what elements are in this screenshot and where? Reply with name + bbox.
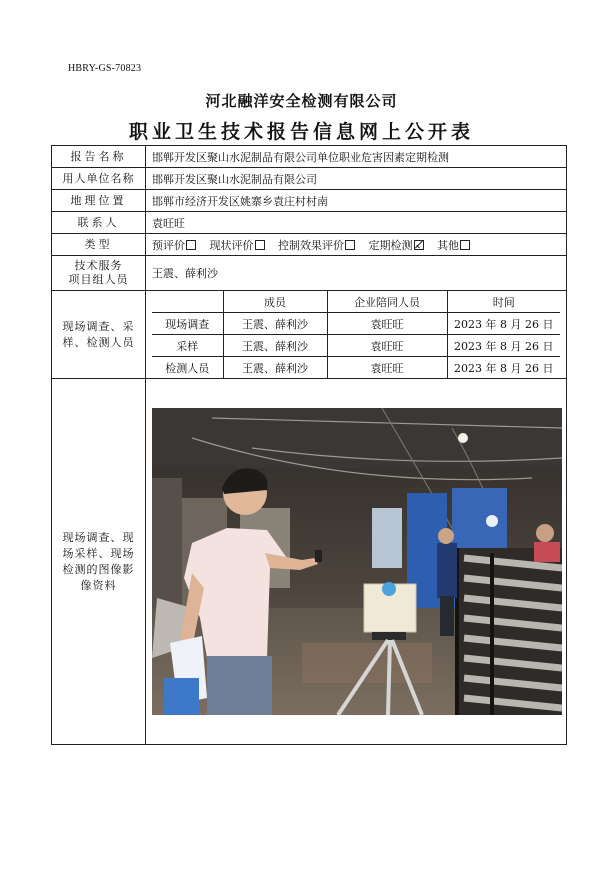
photo-label: 现场调查、现场采样、现场检测的图像影像资料	[52, 379, 146, 745]
checkbox-icon	[345, 240, 355, 250]
contact-value: 袁旺旺	[146, 212, 567, 234]
type-option-other	[437, 239, 470, 252]
survey-members: 王震、薛利沙	[223, 357, 327, 379]
form-title: 职业卫生技术报告信息网上公开表	[128, 121, 474, 143]
survey-date: 2023 年 8 月 26 日	[447, 335, 560, 357]
report-name-value: 邯郸开发区聚山水泥制品有限公司单位职业危害因素定期检测	[146, 146, 567, 168]
survey-date: 2023 年 8 月 26 日	[447, 313, 560, 335]
location-value: 邯郸市经济开发区姚寨乡袁庄村村南	[146, 190, 567, 212]
survey-row	[152, 335, 560, 357]
type-option-periodic-test	[369, 239, 424, 252]
team-label	[52, 256, 146, 291]
survey-role: 采样	[152, 335, 223, 357]
survey-companion: 袁旺旺	[327, 357, 447, 379]
type-option-label: 控制效果评价	[278, 238, 344, 252]
row-photo	[52, 379, 567, 745]
type-option-pre-evaluation	[152, 239, 196, 252]
site-photo	[152, 408, 562, 715]
checked-checkbox-icon	[414, 240, 424, 250]
type-option-status-evaluation	[210, 239, 265, 252]
survey-row	[152, 313, 560, 335]
survey-companion: 袁旺旺	[327, 335, 447, 357]
survey-table	[152, 291, 560, 378]
row-employer	[52, 168, 567, 190]
background-worker	[437, 528, 457, 636]
type-option-label: 定期检测	[368, 238, 413, 252]
survey-members: 王震、薛利沙	[223, 335, 327, 357]
type-option-label: 预评价	[152, 238, 185, 252]
survey-header-row	[152, 291, 560, 313]
type-option-label: 现状评价	[209, 238, 254, 252]
team-value: 王震、薛利沙	[146, 256, 567, 291]
checkbox-icon	[186, 240, 196, 250]
row-type	[52, 234, 567, 256]
survey-date: 2023 年 8 月 26 日	[447, 357, 560, 379]
survey-header-blank	[152, 291, 223, 313]
survey-members: 王震、薛利沙	[223, 313, 327, 335]
row-contact	[52, 212, 567, 234]
report-table	[51, 145, 567, 745]
row-location	[52, 190, 567, 212]
document-code: HBRY-GS-70823	[68, 63, 142, 74]
company-name: 河北融洋安全检测有限公司	[205, 92, 398, 110]
employer-value: 邯郸开发区聚山水泥制品有限公司	[146, 168, 567, 190]
survey-header-time: 时间	[447, 291, 560, 313]
checkbox-icon	[255, 240, 265, 250]
type-option-control-effect	[278, 239, 355, 252]
survey-row	[152, 357, 560, 379]
checkbox-icon	[460, 240, 470, 250]
employer-label: 用人单位名称	[52, 168, 146, 190]
stacked-tiles	[457, 548, 562, 715]
type-option-label: 其他	[437, 238, 459, 252]
report-name-label: 报告名称	[52, 146, 146, 168]
row-team	[52, 256, 567, 291]
survey-role: 现场调查	[152, 313, 223, 335]
survey-companion: 袁旺旺	[327, 313, 447, 335]
team-label-line1: 技术服务	[74, 259, 123, 272]
location-label: 地理位置	[52, 190, 146, 212]
contact-label: 联系人	[52, 212, 146, 234]
row-survey	[52, 291, 567, 379]
type-options	[146, 234, 567, 256]
survey-label: 现场调查、采样、检测人员	[52, 291, 146, 379]
row-report-name	[52, 146, 567, 168]
team-label-line2: 项目组人员	[68, 273, 129, 286]
survey-role: 检测人员	[152, 357, 223, 379]
type-label: 类型	[52, 234, 146, 256]
photo-cell	[146, 379, 567, 745]
survey-header-companion: 企业陪同人员	[327, 291, 447, 313]
survey-table-cell	[146, 291, 567, 379]
survey-header-members: 成员	[223, 291, 327, 313]
